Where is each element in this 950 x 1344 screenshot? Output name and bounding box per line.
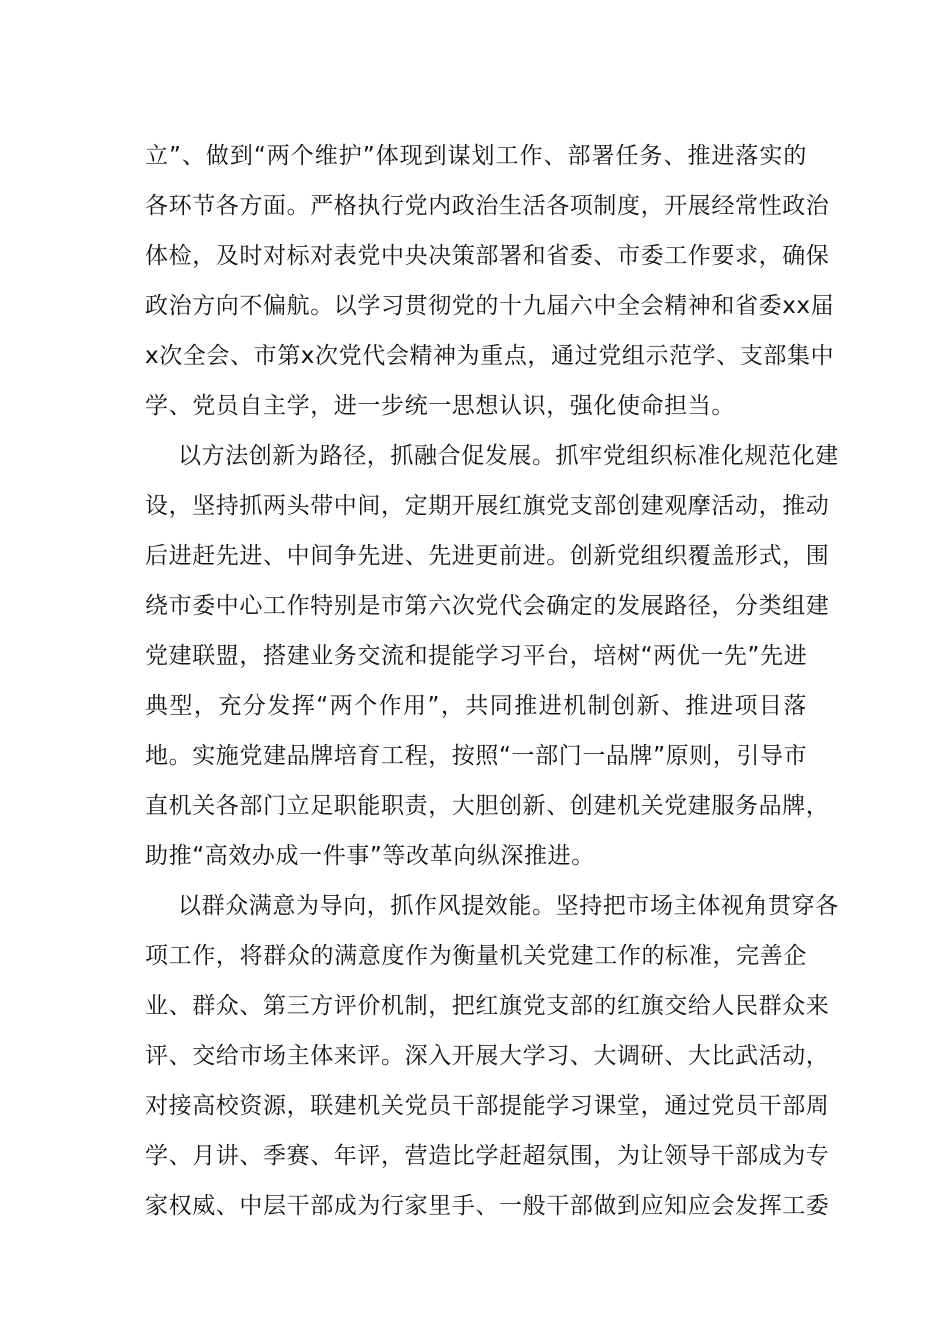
text-line: 评、交给市场主体来评。深入开展大学习、大调研、大比武活动， <box>145 1043 830 1069</box>
text-line: 业、群众、第三方评价机制，把红旗党支部的红旗交给人民群众来 <box>145 993 830 1019</box>
text-line: 后进赶先进、中间争先进、先进更前进。创新党组织覆盖形式，围 <box>145 543 830 569</box>
text-line: 典型，充分发挥“两个作用”，共同推进机制创新、推进项目落 <box>145 693 807 719</box>
text-line: x次全会、市第x次党代会精神为重点，通过党组示范学、支部集中 <box>145 343 835 369</box>
text-line: 地。实施党建品牌培育工程，按照“一部门一品牌”原则，引导市 <box>145 743 808 769</box>
text-line: 各环节各方面。严格执行党内政治生活各项制度，开展经常性政治 <box>145 193 830 219</box>
text-line: 家权威、中层干部成为行家里手、一般干部做到应知应会发挥工委 <box>145 1193 830 1219</box>
text-line: 直机关各部门立足职能职责，大胆创新、创建机关党建服务品牌， <box>145 793 830 819</box>
text-line: 对接高校资源，联建机关党员干部提能学习课堂，通过党员干部周 <box>145 1093 830 1119</box>
text-line: 立”、做到“两个维护”体现到谋划工作、部署任务、推进落实的 <box>145 143 807 169</box>
document-body <box>145 131 839 1231</box>
text-line: 以方法创新为路径，抓融合促发展。抓牢党组织标准化规范化建 <box>178 443 839 469</box>
text-line: 政治方向不偏航。以学习贯彻党的十九届六中全会精神和省委xx届 <box>145 293 835 319</box>
text-line: 绕市委中心工作特别是市第六次党代会确定的发展路径，分类组建 <box>145 593 830 619</box>
text-line: 项工作，将群众的满意度作为衡量机关党建工作的标准，完善企 <box>145 943 807 969</box>
paragraph-3 <box>145 881 839 1231</box>
text-line: 助推“高效办成一件事”等改革向纵深推进。 <box>145 843 595 869</box>
text-line: 以群众满意为导向，抓作风提效能。坚持把市场主体视角贯穿各 <box>178 893 839 919</box>
text-line: 体检，及时对标对表党中央决策部署和省委、市委工作要求，确保 <box>145 243 830 269</box>
text-line: 党建联盟，搭建业务交流和提能学习平台，培树“两优一先”先进 <box>145 643 808 669</box>
text-line: 设，坚持抓两头带中间，定期开展红旗党支部创建观摩活动，推动 <box>145 493 830 519</box>
paragraph-2 <box>145 431 839 881</box>
text-line: 学、月讲、季赛、年评，营造比学赶超氛围，为让领导干部成为专 <box>145 1143 830 1169</box>
text-line: 学、党员自主学，进一步统一思想认识，强化使命担当。 <box>145 393 735 419</box>
paragraph-1 <box>145 131 835 431</box>
